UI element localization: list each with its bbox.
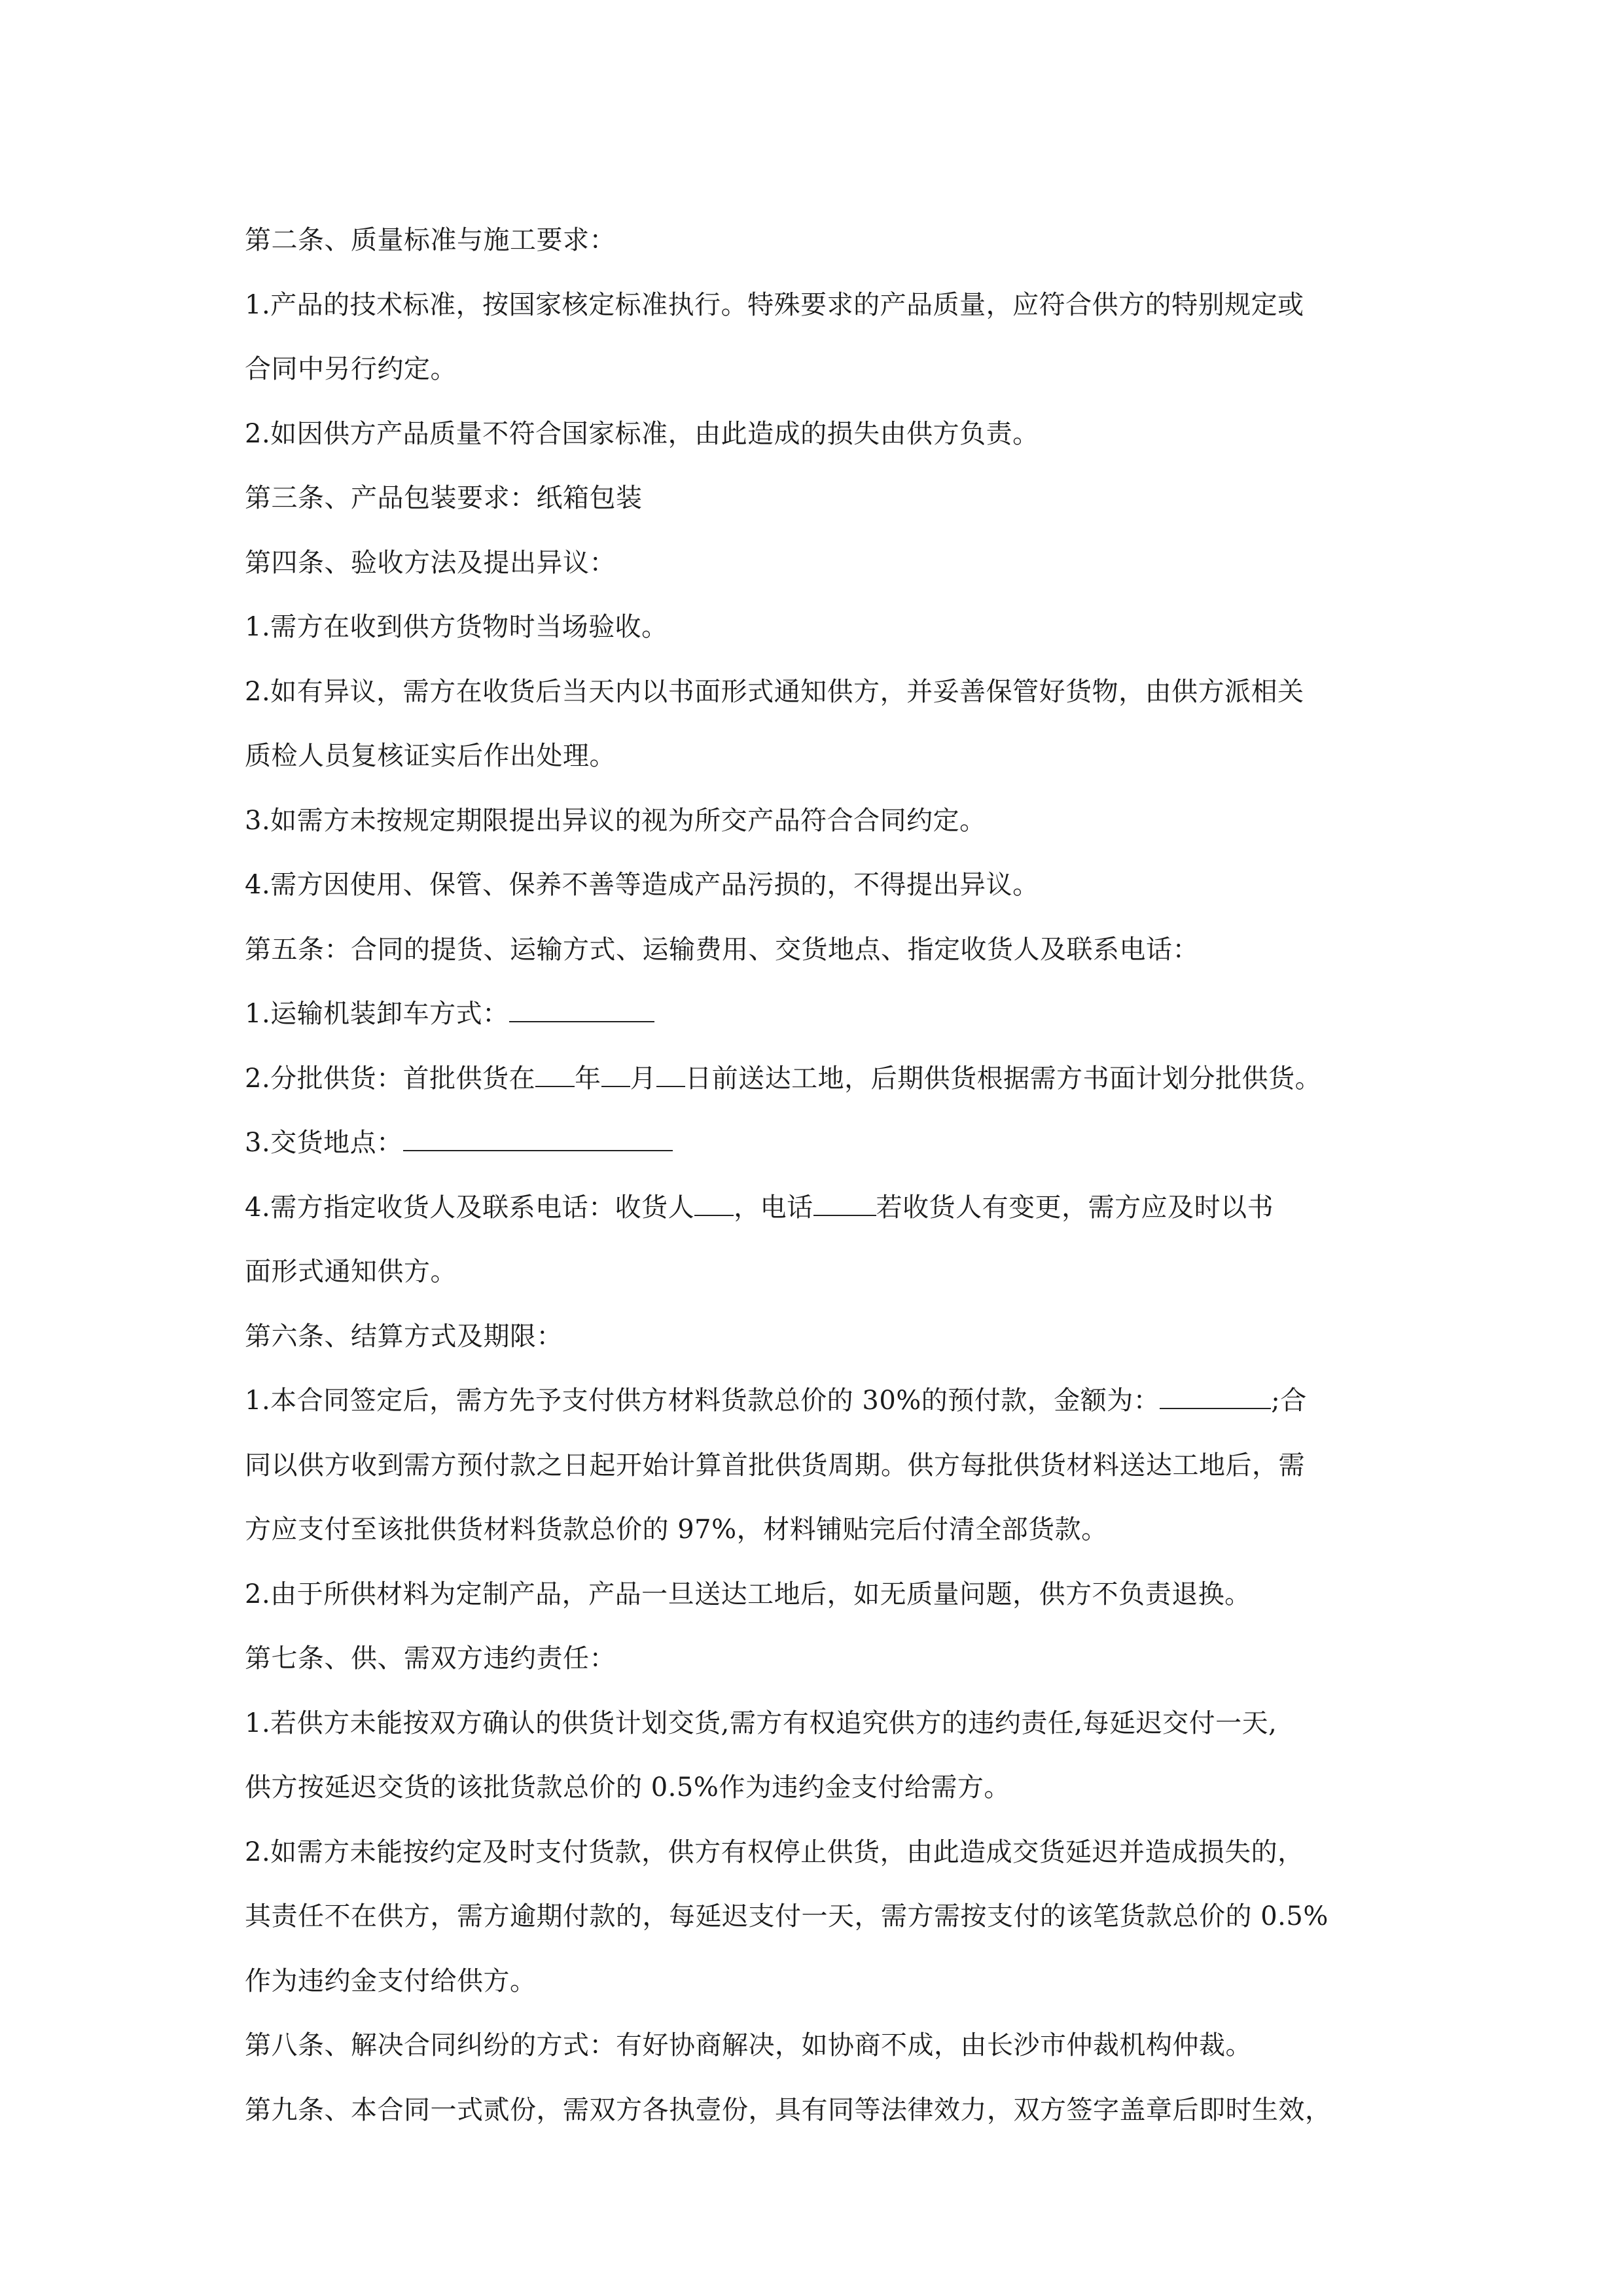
delivery-location-line xyxy=(245,1111,1397,1175)
article-6-heading: 第六条、结算方式及期限： xyxy=(245,1321,563,1352)
phone-blank[interactable] xyxy=(813,1190,876,1216)
paragraph-line: 1.若供方未能按双方确认的供货计划交货,需方有权追究供方的违约责任,每延迟交付一天, xyxy=(245,1708,1277,1738)
prepayment-text: 1.本合同签定后，需方先予支付供方材料货款总价的 30%的预付款，金额为： xyxy=(245,1386,1160,1416)
month-blank[interactable] xyxy=(601,1061,630,1087)
month-label: 月 xyxy=(630,1063,657,1094)
receiver-label: 4.需方指定收货人及联系电话：收货人 xyxy=(245,1192,695,1223)
batch-supply-label: 2.分批供货：首批供货在 xyxy=(245,1063,536,1094)
paragraph-line: 2.由于所供材料为定制产品，产品一旦送达工地后，如无质量问题，供方不负责退换。 xyxy=(245,1579,1251,1609)
article-3-heading: 第三条、产品包装要求：纸箱包装 xyxy=(245,483,643,513)
day-blank[interactable] xyxy=(656,1061,685,1087)
paragraph-line: 方应支付至该批供货材料货款总价的 97%，材料铺贴完后付清全部货款。 xyxy=(245,1515,1108,1545)
receiver-name-blank[interactable] xyxy=(694,1190,734,1216)
article-8-heading: 第八条、解决合同纠纷的方式：有好协商解决，如协商不成，由长沙市仲裁机构仲裁。 xyxy=(245,2030,1252,2060)
prepayment-line xyxy=(245,1369,1397,1433)
receiver-change-text: 若收货人有变更，需方应及时以书 xyxy=(876,1192,1274,1223)
paragraph-line: 同以供方收到需方预付款之日起开始计算首批供货周期。供方每批供货材料送达工地后，需 xyxy=(245,1450,1305,1480)
article-9-heading: 第九条、本合同一式贰份，需双方各执壹份，具有同等法律效力，双方签字盖章后即时生效， xyxy=(245,2094,1332,2125)
delivery-location-label: 3.交货地点： xyxy=(245,1128,403,1158)
article-2-heading: 第二条、质量标准与施工要求： xyxy=(245,225,616,255)
prepayment-text-end: ;合 xyxy=(1271,1386,1307,1416)
prepayment-amount-blank[interactable] xyxy=(1160,1383,1271,1409)
paragraph-line: 1.需方在收到供方货物时当场验收。 xyxy=(245,612,668,642)
year-blank[interactable] xyxy=(535,1061,575,1087)
batch-supply-line xyxy=(245,1047,1397,1111)
delivery-location-blank[interactable] xyxy=(403,1125,673,1151)
receiver-line xyxy=(245,1175,1397,1240)
article-7-heading: 第七条、供、需双方违约责任： xyxy=(245,1643,616,1674)
paragraph-line: 其责任不在供方，需方逾期付款的，每延迟支付一天，需方需按支付的该笔货款总价的 0.5% xyxy=(245,1901,1329,1931)
paragraph-line: 合同中另行约定。 xyxy=(245,354,457,384)
paragraph-line: 质检人员复核证实后作出处理。 xyxy=(245,741,616,771)
paragraph-line: 面形式通知供方。 xyxy=(245,1257,457,1287)
contract-body xyxy=(245,208,1397,2142)
year-label: 年 xyxy=(575,1063,601,1094)
transport-method-blank[interactable] xyxy=(509,996,654,1022)
paragraph-line: 2.如需方未能按约定及时支付货款，供方有权停止供货，由此造成交货延迟并造成损失的， xyxy=(245,1837,1304,1867)
paragraph-line: 供方按延迟交货的该批货款总价的 0.5%作为违约金支付给需方。 xyxy=(245,1772,1010,1803)
article-4-heading: 第四条、验收方法及提出异议： xyxy=(245,547,616,578)
phone-label: ，电话 xyxy=(734,1192,813,1223)
paragraph-line: 2.如有异议，需方在收货后当天内以书面形式通知供方，并妥善保管好货物，由供方派相关 xyxy=(245,676,1304,707)
paragraph-line: 1.产品的技术标准，按国家核定标准执行。特殊要求的产品质量，应符合供方的特别规定或 xyxy=(245,289,1304,320)
paragraph-line: 3.如需方未按规定期限提出异议的视为所交产品符合合同约定。 xyxy=(245,805,986,836)
paragraph-line: 作为违约金支付给供方。 xyxy=(245,1965,537,1996)
transport-method-line xyxy=(245,982,1397,1047)
transport-method-label: 1.运输机装卸车方式： xyxy=(245,999,509,1029)
batch-supply-text: 日前送达工地，后期供货根据需方书面计划分批供货。 xyxy=(685,1063,1322,1094)
paragraph-line: 4.需方因使用、保管、保养不善等造成产品污损的，不得提出异议。 xyxy=(245,870,1039,900)
article-5-heading: 第五条：合同的提货、运输方式、运输费用、交货地点、指定收货人及联系电话： xyxy=(245,934,1199,965)
paragraph-line: 2.如因供方产品质量不符合国家标准，由此造成的损失由供方负责。 xyxy=(245,418,1039,449)
